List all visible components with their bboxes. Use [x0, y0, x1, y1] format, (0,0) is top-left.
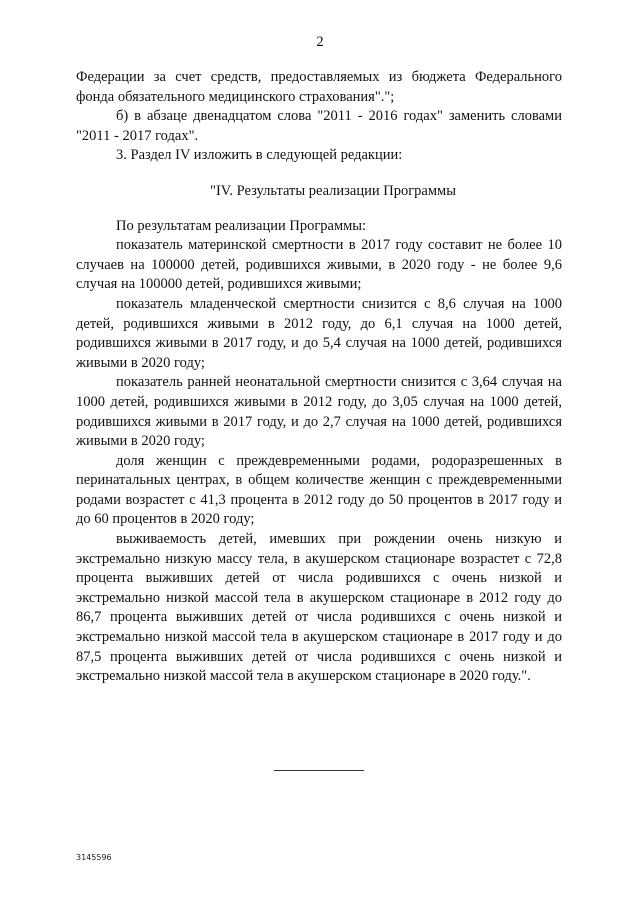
- results-item-premature-births-share: доля женщин с преждевременными родами, родоразрешенных в перинатальных центрах, в общем количестве женщин с преждевременными родами возрастет с 41,3 процента в 2012 году до 50 процентов в 2017 году и до 60 процентов в 2020 году;: [76, 452, 562, 528]
- results-intro: По результатам реализации Программы:: [116, 217, 367, 234]
- section-heading: "IV. Результаты реализации Программы: [210, 182, 456, 199]
- document-code: 3145596: [76, 853, 112, 862]
- end-of-text-rule: [274, 770, 364, 771]
- results-item-maternal-mortality: показатель материнской смертности в 2017 году составит не более 10 случаев на 100000 детей, родившихся живыми, в 2020 году - не более 9,6 случая на 100000 детей, родившихся живыми;: [76, 237, 562, 293]
- results-item-early-neonatal-mortality: показатель ранней неонатальной смертности снизится с 3,64 случая на 1000 детей, родившихся живыми в 2012 году, до 3,05 случая на 1000 детей, родившихся живыми в 2017 году, и до 2,7 случая на 1000 детей, родившихся живыми в 2020 году;: [76, 374, 562, 450]
- paragraph-amendment-b: б) в абзаце двенадцатом слова "2011 - 2016 годах" заменить словами "2011 - 2017 годах".: [76, 108, 562, 144]
- results-item-low-weight-survival: выживаемость детей, имевших при рождении очень низкую и экстремально низкую массу тела, в акушерском стационаре возрастет с 72,8 процента выживших детей от числа родившихся с очень низкой и экстремально низкой массой тела в акушерском стационаре в 2012 году до 86,7 процента выживших детей от числа родившихся с очень низкой и экстремально низкой массой тела в акушерском стационаре в 2017 году и до 87,5 процента выживших детей от числа родившихся с очень низкой и экстремально низкой массой тела в акушерском стационаре в 2020 году.".: [76, 531, 562, 685]
- document-body: [76, 68, 562, 687]
- page-number: 2: [316, 34, 324, 50]
- paragraph-section-3: 3. Раздел IV изложить в следующей редакции:: [116, 147, 403, 164]
- paragraph-funding-continuation: Федерации за счет средств, предоставляемых из бюджета Федерального фонда обязательного медицинского страхования".";: [76, 69, 562, 105]
- results-item-infant-mortality: показатель младенческой смертности снизится с 8,6 случая на 1000 детей, родившихся живыми в 2012 году, до 6,1 случая на 1000 детей, родившихся живыми в 2017 году, и до 5,4 случая на 1000 детей, родившихся живыми в 2020 году;: [76, 295, 562, 371]
